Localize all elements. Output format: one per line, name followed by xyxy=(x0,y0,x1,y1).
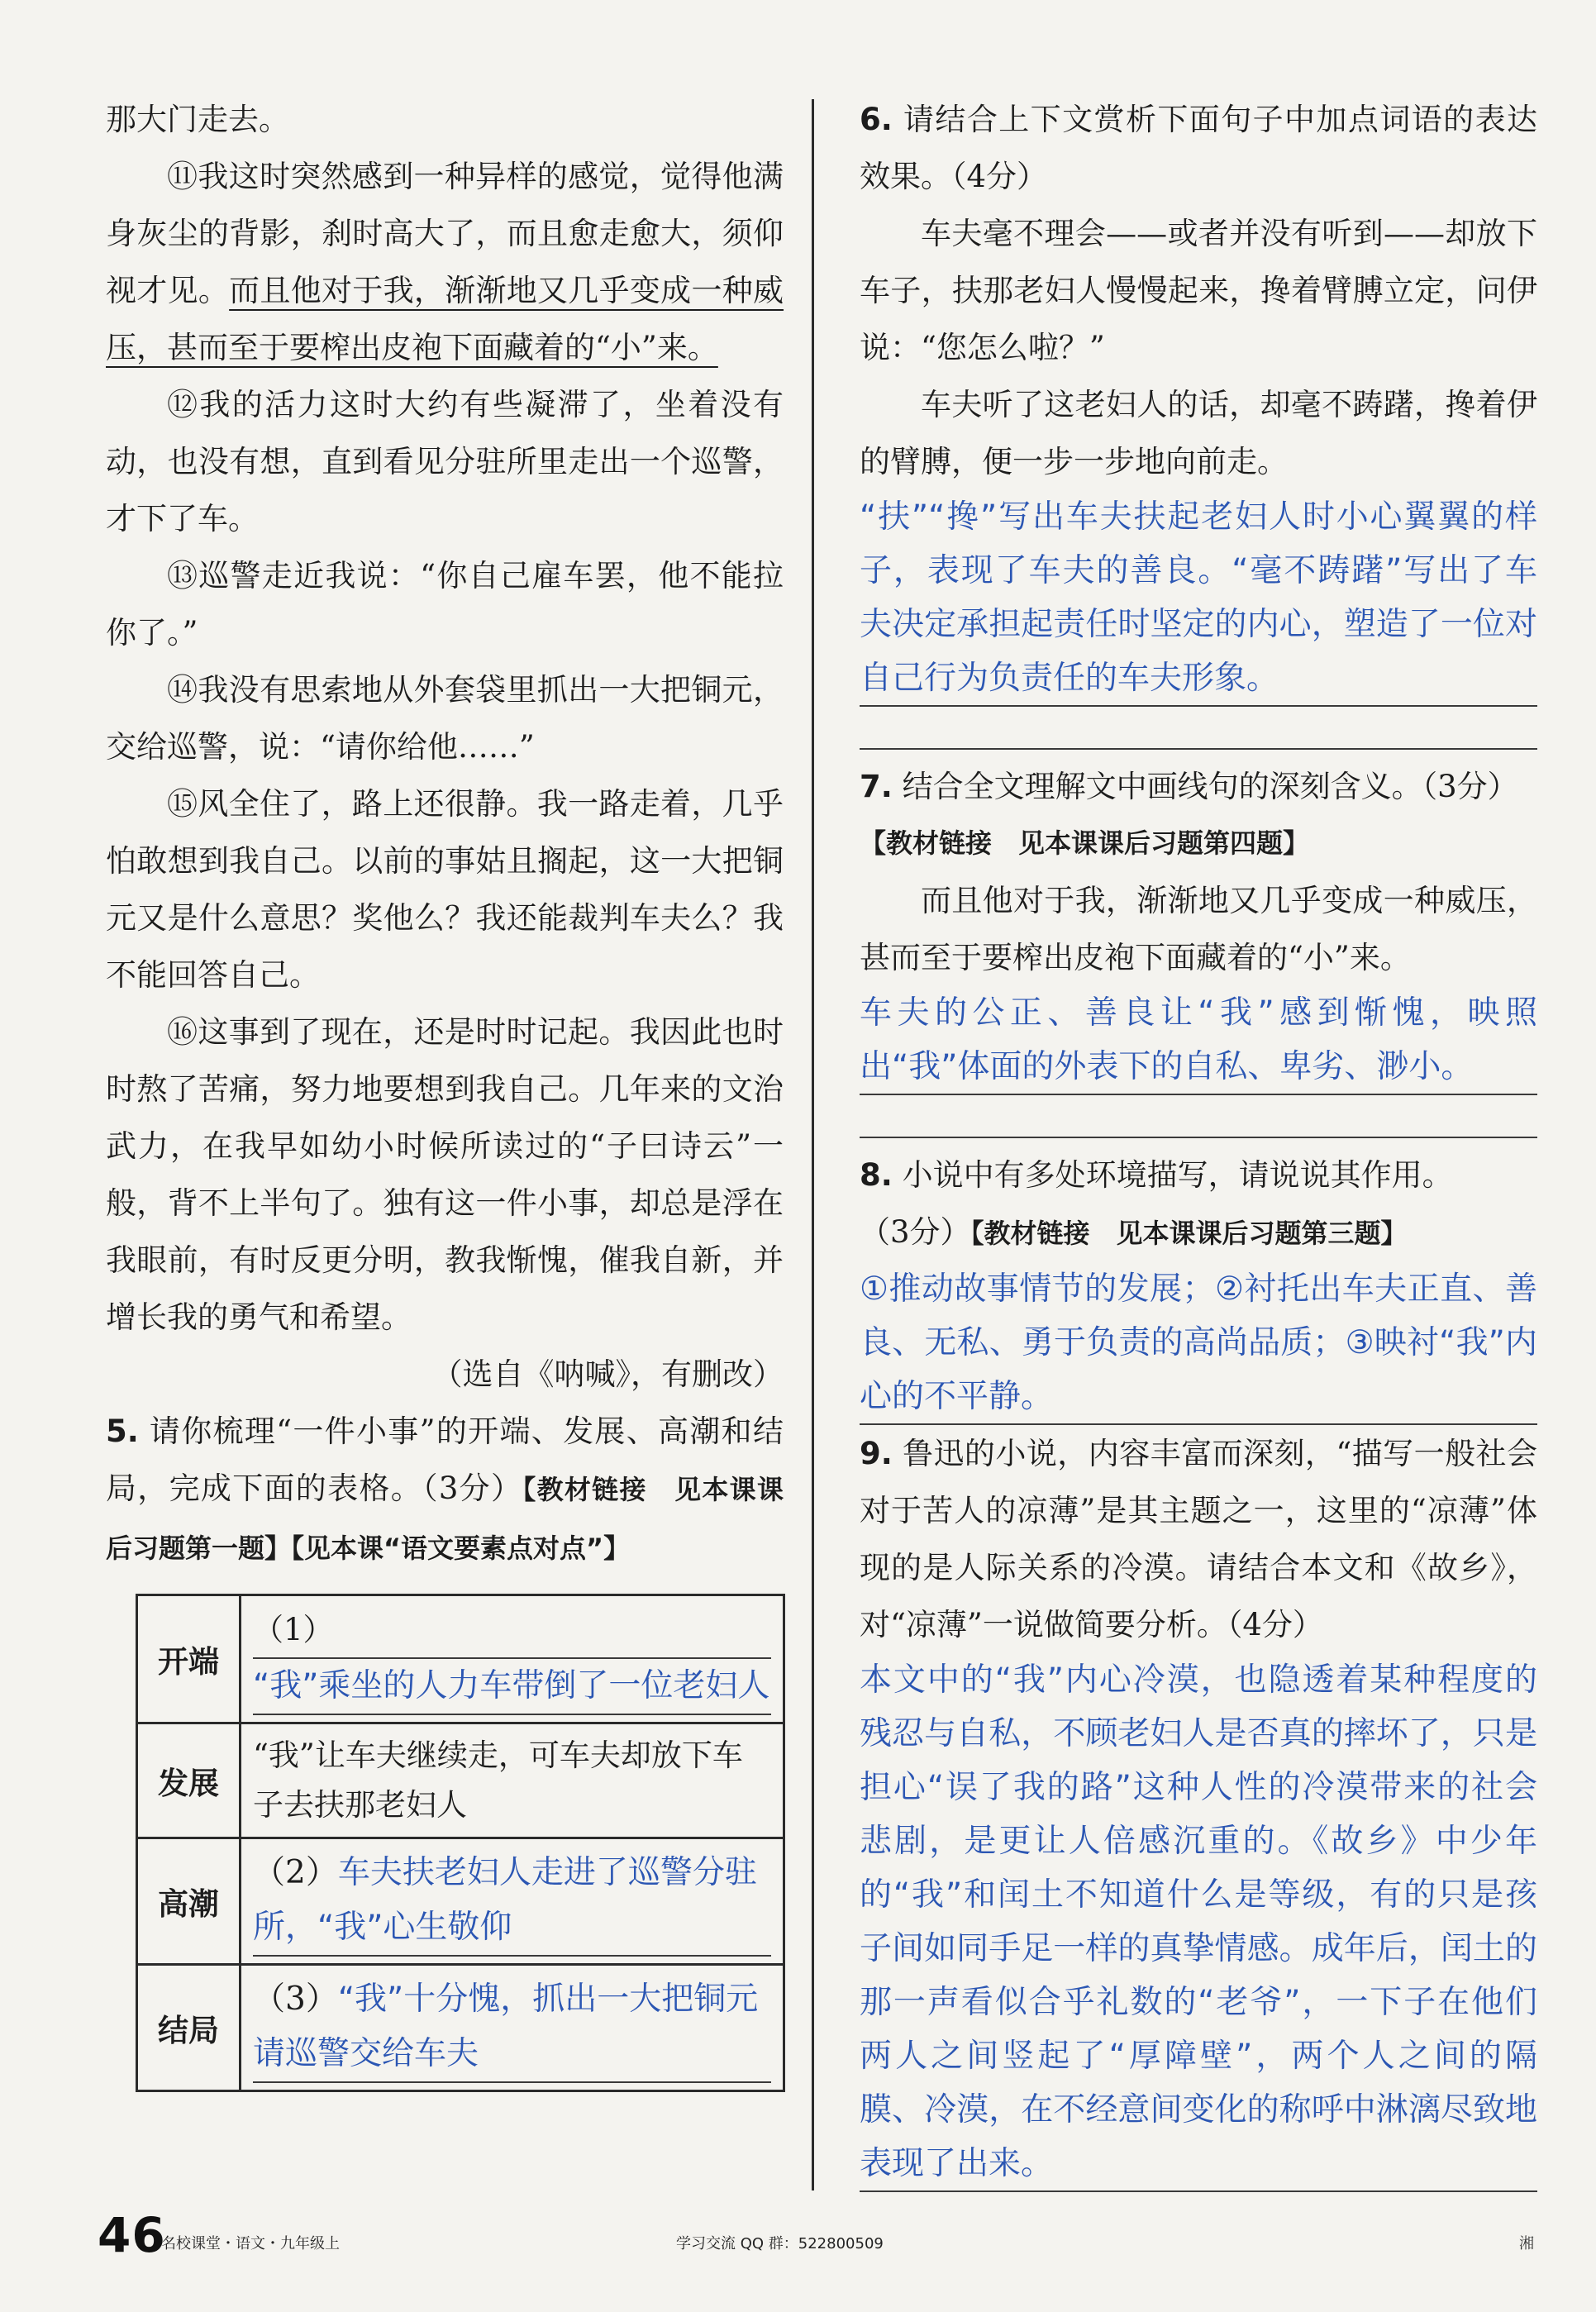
publisher-mark: 湘 xyxy=(1519,2235,1534,2252)
stage-answer-cell xyxy=(241,1723,784,1838)
question-5 xyxy=(106,1403,784,1577)
question-7-text: 结合全文理解文中画线句的深刻含义。（3分） xyxy=(902,769,1518,804)
stage-label: 开端 xyxy=(137,1595,241,1723)
question-8 xyxy=(860,1146,1537,1204)
passage-source: （选自《呐喊》，有删改） xyxy=(431,1356,784,1392)
paragraph-11-text: ⑪我这时突然感到一种异样的感觉，觉得他满身灰尘的背影，刹时高大了，而且愈走愈大，须仰视才见。 xyxy=(106,159,784,308)
question-6-quote-1: 车夫毫不理会——或者并没有听到——却放下车子，扶那老妇人慢慢起来，搀着臂膊立定，问伊说：“您怎么啦？” xyxy=(860,216,1537,365)
question-8-answer: ①推动故事情节的发展；②衬托出车夫正直、善良、无私、勇于负责的高尚品质；③映衬“我”内心的不平静。 xyxy=(860,1262,1537,1425)
stage-label: 发展 xyxy=(137,1723,241,1838)
blank-prefix: （3） xyxy=(253,1981,338,2018)
stage-answer-cell xyxy=(241,1965,784,2091)
passage-paragraph-15: ⑮风全住了，路上还很静。我一路走着，几乎怕敢想到我自己。以前的事姑且搁起，这一大把铜元又是什么意思？奖他么？我还能裁判车夫么？我不能回答自己。 xyxy=(106,786,784,993)
question-9-text: 鲁迅的小说，内容丰富而深刻，“描写一般社会对于苦人的凉薄”是其主题之一，这里的“凉薄”体现的是人际关系的冷漠。请结合本文和《故乡》，对“凉薄”一说做简要分析。（4分） xyxy=(860,1436,1537,1642)
question-8-meta xyxy=(860,1204,1537,1262)
question-6-answer: “扶”“搀”写出车夫扶起老妇人时小心翼翼的样子，表现了车夫的善良。“毫不踌躇”写出了车夫决定承担起责任时坚定的内心，塑造了一位对自己行为负责任的车夫形象。 xyxy=(860,490,1537,707)
page-number: 46 xyxy=(98,2207,166,2263)
passage-paragraph-end: 那大门走去。 xyxy=(106,102,289,137)
question-7-quote: 而且他对于我，渐渐地又几乎变成一种威压，甚而至于要榨出皮袍下面藏着的“小”来。 xyxy=(860,883,1537,975)
table-row xyxy=(137,1595,784,1723)
left-column xyxy=(106,91,784,2092)
table-row xyxy=(137,1965,784,2091)
table-row xyxy=(137,1838,784,1965)
column-divider xyxy=(812,99,814,2190)
textbook-link-tag: 【教材链接 见本课课后习题第四题】 xyxy=(860,827,1310,859)
question-7-answer: 车夫的公正、善良让“我”感到惭愧，映照出“我”体面的外表下的自私、卑劣、渺小。 xyxy=(860,986,1537,1095)
answer-body: 车夫扶老妇人走进了巡警分驻所，“我”心生敬仰 xyxy=(253,1854,757,1946)
plot-outline-table xyxy=(136,1594,785,2092)
answer-blank-line xyxy=(860,1095,1537,1138)
stage-label: 高潮 xyxy=(137,1838,241,1965)
answer-body: “我”十分愧，抓出一大把铜元请巡警交给车夫 xyxy=(253,1981,759,2072)
answer-blank-line xyxy=(860,707,1537,750)
question-8-text: 小说中有多处环境描写，请说说其作用。 xyxy=(902,1157,1453,1193)
passage-paragraph-14: ⑭我没有思索地从外套袋里抓出一大把铜元，交给巡警，说：“请你给他……” xyxy=(106,672,784,765)
question-9-answer: 本文中的“我”内心冷漠，也隐透着某种程度的残忍与自私，不顾老妇人是否真的摔坏了，只是担心“误了我的路”这种人性的冷漠带来的社会悲剧，是更让人倍感沉重的。《故乡》中少年的“我”和闰土不知道什么是等级，有的只是孩子间如同手足一样的真挚情感。成年后，闰土的那一声看似合乎礼数的“老爷”，一下子在他们两人之间竖起了“厚障壁”，两个人之间的隔膜、冷漠，在不经意间变化的称呼中淋漓尽致地表现了出来。 xyxy=(860,1653,1537,2192)
question-8-score: （3分） xyxy=(860,1214,971,1250)
passage-paragraph-12: ⑫我的活力这时大约有些凝滞了，坐着没有动，也没有想，直到看见分驻所里走出一个巡警，才下了车。 xyxy=(106,387,784,536)
question-9 xyxy=(860,1425,1537,1653)
passage-paragraph-16: ⑯这事到了现在，还是时时记起。我因此也时时熬了苦痛，努力地要想到我自己。几年来的文治武力，在我早如幼小时候所读过的“子曰诗云”一般，背不上半句了。独有这一件小事，却总是浮在我眼前，有时反更分明，教我惭愧，催我自新，并增长我的勇气和希望。 xyxy=(106,1014,784,1335)
printed-answer-text: “我”让车夫继续走，可车夫却放下车子去扶那老妇人 xyxy=(253,1738,743,1823)
question-number: 5. xyxy=(106,1413,139,1449)
question-6-text: 请结合上下文赏析下面句子中加点词语的表达效果。（4分） xyxy=(860,102,1537,194)
answer-blank: （1） xyxy=(253,1603,771,1659)
question-5-text: 请你梳理“一件小事”的开端、发展、高潮和结局，完成下面的表格。（3分） xyxy=(106,1413,784,1506)
passage-paragraph-11 xyxy=(106,148,784,376)
answer-text xyxy=(253,1846,771,1957)
qq-group: 学习交流 QQ 群：522800509 xyxy=(676,2235,884,2252)
question-number: 8. xyxy=(860,1157,893,1193)
table-row xyxy=(137,1723,784,1838)
stage-answer-cell xyxy=(241,1595,784,1723)
question-6 xyxy=(860,91,1537,205)
question-number: 6. xyxy=(860,102,893,137)
underlined-key-sentence: 而且他对于我，渐渐地又几乎变成一种威压，甚而至于要榨出皮袍下面藏着的“小”来。 xyxy=(106,273,784,365)
question-6-quote-2: 车夫听了这老妇人的话，却毫不踌躇，搀着伊的臂膊，便一步一步地向前走。 xyxy=(860,387,1537,479)
page-footer xyxy=(98,2207,166,2263)
stage-label: 结局 xyxy=(137,1965,241,2091)
question-number: 9. xyxy=(860,1436,893,1471)
passage-paragraph-13: ⑬巡警走近我说：“你自己雇车罢，他不能拉你了。” xyxy=(106,558,784,651)
textbook-link-tag: 【教材链接 见本课课后习题第一题】【见本课“语文要素点对点”】 xyxy=(106,1474,784,1564)
question-number: 7. xyxy=(860,769,893,804)
stage-answer-cell xyxy=(241,1838,784,1965)
question-7 xyxy=(860,758,1537,815)
textbook-link-tag: 【教材链接 见本课课后习题第三题】 xyxy=(970,1218,1408,1249)
answer-text xyxy=(253,1972,771,2083)
blank-prefix: （2） xyxy=(253,1854,338,1891)
right-column xyxy=(860,91,1537,2192)
book-title: 名校课堂・语文・九年级上 xyxy=(161,2235,340,2252)
answer-text: “我”乘坐的人力车带倒了一位老妇人 xyxy=(253,1659,771,1715)
